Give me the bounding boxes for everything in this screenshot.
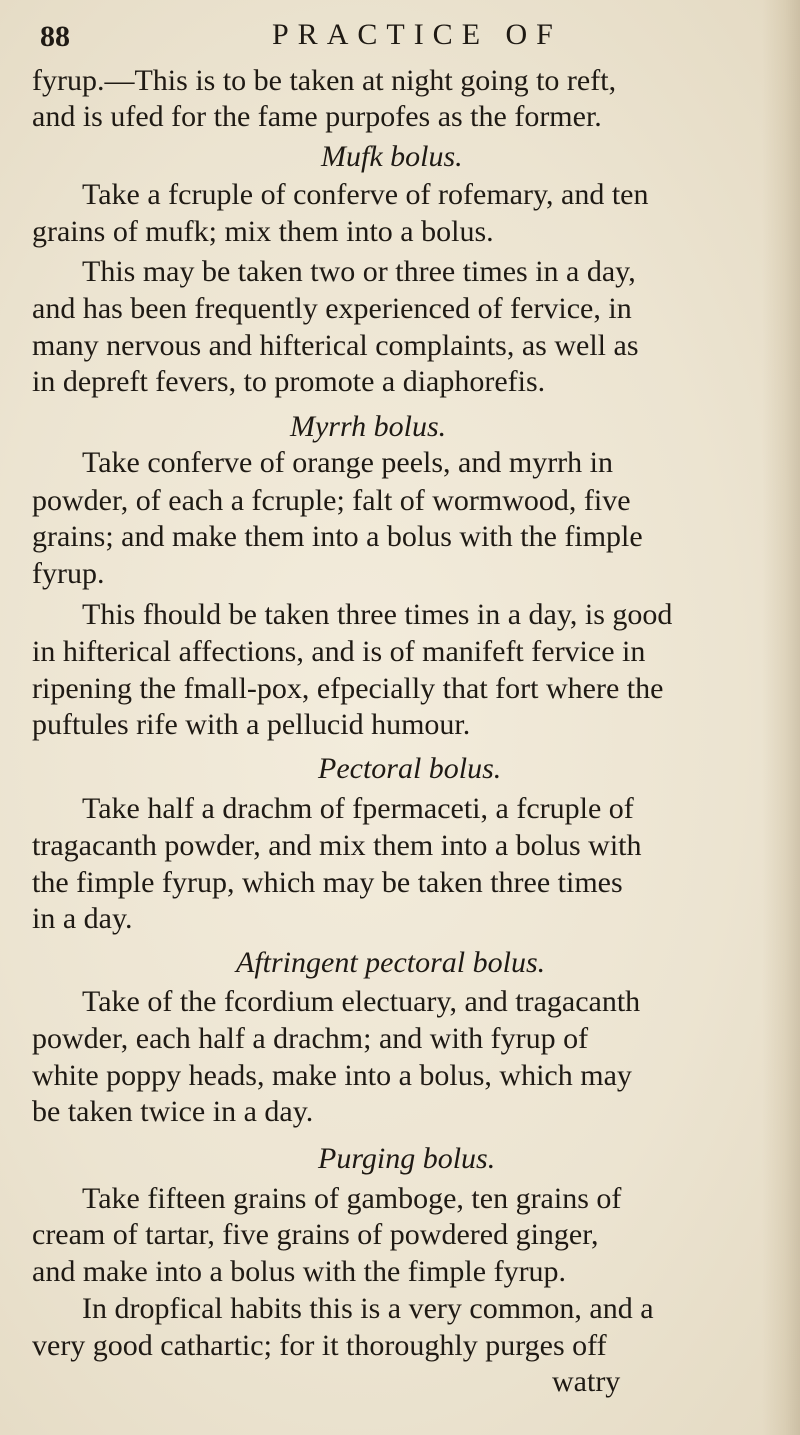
text-line: tragacanth powder, and mix them into a bolus with (32, 829, 642, 862)
text-line: Take of the fcordium electuary, and tragacanth (82, 985, 641, 1018)
text-line: very good cathartic; for it thoroughly purges off (32, 1329, 607, 1362)
text-line: white poppy heads, make into a bolus, which may (32, 1059, 632, 1092)
running-title: PRACTICE OF (272, 18, 562, 51)
text-line: Take a fcruple of conferve of rofemary, and ten (82, 178, 649, 211)
text-line: cream of tartar, five grains of powdered ginger, (32, 1218, 599, 1251)
page-edge-shadow (762, 0, 800, 1435)
text-line: puftules rife with a pellucid humour. (32, 708, 471, 741)
text-line: This fhould be taken three times in a day, is good (82, 598, 673, 631)
section-heading: Pectoral bolus. (318, 752, 502, 785)
text-line: many nervous and hifterical complaints, as well as (32, 329, 639, 362)
text-line: fyrup.—This is to be taken at night going to reft, (32, 64, 617, 97)
text-line: in a day. (32, 902, 133, 935)
text-line: ripening the fmall-pox, efpecially that fort where the (32, 672, 664, 705)
text-line: in depreft fevers, to promote a diaphorefis. (32, 365, 546, 398)
text-line: Take fifteen grains of gamboge, ten grains of (82, 1182, 622, 1215)
section-heading: Purging bolus. (318, 1142, 496, 1175)
text-line: and is ufed for the fame purpofes as the former. (32, 100, 602, 133)
text-line: powder, each half a drachm; and with fyrup of (32, 1022, 589, 1055)
page-header (32, 10, 772, 58)
text-line: This may be taken two or three times in a day, (82, 255, 636, 288)
text-line: be taken twice in a day. (32, 1095, 314, 1128)
section-heading: Myrrh bolus. (290, 410, 447, 443)
text-line: Take half a drachm of fpermaceti, a fcruple of (82, 792, 634, 825)
text-line: in hifterical affections, and is of manifeft fervice in (32, 635, 646, 668)
text-line: grains; and make them into a bolus with the fimple (32, 520, 643, 553)
text-line: and make into a bolus with the fimple fyrup. (32, 1255, 567, 1288)
page-number: 88 (40, 20, 70, 53)
section-heading: Mufk bolus. (321, 140, 463, 173)
text-line: powder, of each a fcruple; falt of wormwood, five (32, 484, 631, 517)
text-line: fyrup. (32, 557, 105, 590)
section-heading: Aftringent pectoral bolus. (236, 946, 546, 979)
text-line: In dropfical habits this is a very common, and a (82, 1292, 654, 1325)
text-line: Take conferve of orange peels, and myrrh in (82, 446, 614, 479)
text-line: the fimple fyrup, which may be taken three times (32, 866, 623, 899)
text-line: grains of mufk; mix them into a bolus. (32, 215, 494, 248)
catchword: watry (552, 1365, 621, 1398)
text-line: and has been frequently experienced of fervice, in (32, 292, 632, 325)
